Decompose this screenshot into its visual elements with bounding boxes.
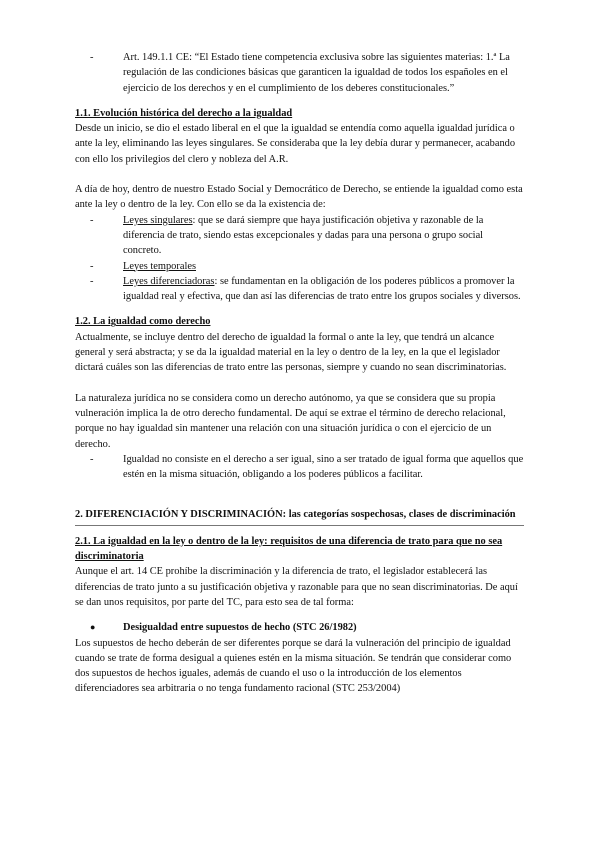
section-1-2-heading: 1.2. La igualdad como derecho (75, 316, 211, 328)
term-description: : que se dará siempre que haya justificación objetiva y razonable de la diferencia de trato, siendo estas excepcionales y dadas para una persona o grupo social concreto. (123, 214, 484, 257)
list-dash: - (90, 453, 94, 465)
section-1-2-paragraph-1: Actualmente, se incluye dentro del derecho de igualdad la formal o ante la ley, que tendrá un alcance general y será abstracta; y se da la igualdad material en la ley o dentro de la ley, en la que el legislador dictará cuáles son las diferencias de trato entre las personas, siempre y cuando no sean discriminatorias. (75, 331, 507, 374)
section-1-1-paragraph-1: Desde un inicio, se dio el estado liberal en el que la igualdad se entendía como aquella igualdad jurídica o ante la ley, eliminando las leyes singulares. Se consideraba que la ley debía durar y permanecer, acabando con ello los privilegios del clero y nobleza del A.R. (75, 123, 516, 165)
intro-text: Art. 149.1.1 CE: “El Estado tiene competencia exclusiva sobre las siguientes materias: 1.ª La regulación de las condiciones básicas que garanticen la igualdad de todos los españoles en el ejercicio de los derechos y en el cumplimiento de los deberes constitucionales.” (123, 52, 510, 94)
igualdad-text: Igualdad no consiste en el derecho a ser igual, sino a ser tratado de igual forma que aquellos que estén en la misma situación, obligando a los poderes públicos a facilitar. (123, 453, 524, 481)
section-2-1-heading: 2.1. La igualdad en la ley o dentro de la ley: requisitos de una diferencia de trato para que no sea discriminatoria (75, 535, 503, 563)
term-leyes-singulares: Leyes singulares (123, 214, 193, 226)
list-dash: - (90, 260, 94, 272)
section-1-1-heading: 1.1. Evolución histórica del derecho a la igualdad (75, 107, 293, 119)
section-2-heading-rest: : las categorías sospechosas, clases de discriminación (282, 509, 516, 521)
section-2-heading-strong: 2. DIFERENCIACIÓN Y DISCRIMINACIÓN (75, 509, 283, 521)
list-item-igualdad (90, 452, 524, 483)
bullet-desigualdad-text: Desigualdad entre supuestos de hecho (STC 26/1982) (123, 622, 357, 634)
list-item-leyes-temporales (90, 259, 524, 274)
bullet-desigualdad (90, 620, 524, 635)
section-divider (75, 525, 524, 526)
section-1-2-paragraph-2: La naturaleza jurídica no se considera como un derecho autónomo, ya que se considera que su propia vulneración implica la de otro derecho fundamental. De aquí se extrae el término de derecho relacional, porque no hay igualdad sin mantener una relación con una situación jurídica o con el ejercicio de un derecho. (75, 392, 506, 450)
term-leyes-temporales: Leyes temporales (123, 260, 196, 272)
intro-list-item (90, 50, 524, 96)
bullet-dot: ● (90, 622, 96, 633)
section-2-1-paragraph-2: Los supuestos de hecho deberán de ser diferentes porque se dará la vulneración del principio de igualdad cuando se trate de forma desigual a quienes estén en la misma situación. Se tendrán que considerar como dos supuestos de hechos iguales, además de cuando el uso o la introducción de los elementos diferenciadores sea arbitraria o no tenga fundamento racional (STC 253/2004) (75, 637, 512, 695)
section-2-1-paragraph-1: Aunque el art. 14 CE prohíbe la discriminación y la diferencia de trato, el legislador establecerá las diferencias de trato junto a su justificación objetiva y razonable para que no sean discriminatorias. De aquí se dan unos requisitos, por parte del TC, para esto sea de tal forma: (75, 566, 518, 608)
term-leyes-diferenciadoras: Leyes diferenciadoras (123, 275, 215, 287)
term-description: : se fundamentan en la obligación de los poderes públicos a promover la igualdad real y efectiva, que dan así las diferencias de trato entre los grupos sociales y diversos. (123, 275, 521, 303)
list-dash: - (90, 52, 94, 63)
list-item-leyes-diferenciadoras (90, 274, 524, 305)
section-1-1-paragraph-2: A día de hoy, dentro de nuestro Estado Social y Democrático de Derecho, se entiende la igualdad como esta ante la ley o dentro de la ley. Con ello se da la existencia de: (75, 184, 523, 211)
list-dash: - (90, 214, 94, 226)
section-2-heading (75, 507, 524, 522)
list-dash: - (90, 275, 94, 287)
list-item-leyes-singulares (90, 213, 524, 259)
